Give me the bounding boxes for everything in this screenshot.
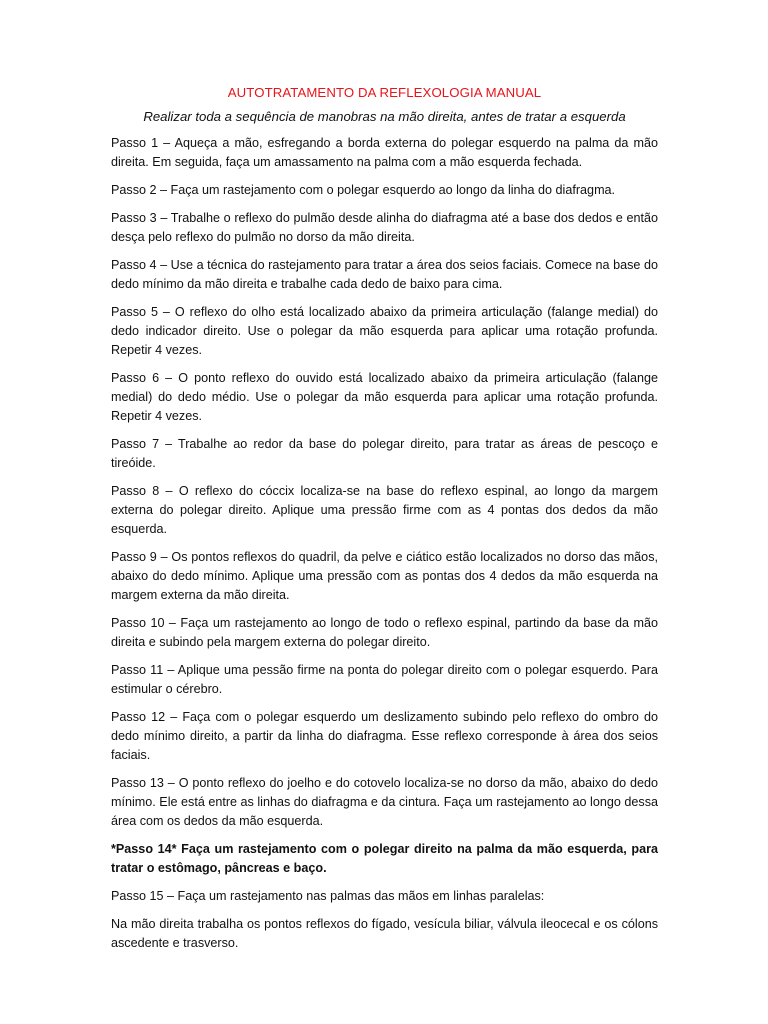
- step-7: Passo 7 – Trabalhe ao redor da base do polegar direito, para tratar as áreas de pescoço e tireóide.: [111, 437, 658, 470]
- step-14: *Passo 14* Faça um rastejamento com o polegar direito na palma da mão esquerda, para tratar o estômago, pâncreas e baço.: [111, 842, 658, 875]
- document-page: [111, 84, 658, 962]
- step-5: Passo 5 – O reflexo do olho está localizado abaixo da primeira articulação (falange medial) do dedo indicador direito. Use o polegar da mão esquerda para aplicar uma rotação profunda. Repetir 4 vezes.: [111, 305, 658, 357]
- step-15: Passo 15 – Faça um rastejamento nas palmas das mãos em linhas paralelas:: [111, 889, 545, 903]
- step-3: Passo 3 – Trabalhe o reflexo do pulmão desde alinha do diafragma até a base dos dedos e então desça pelo reflexo do pulmão no dorso da mão direita.: [111, 211, 658, 244]
- step-8: Passo 8 – O reflexo do cóccix localiza-se na base do reflexo espinal, ao longo da margem externa do polegar direito. Aplique uma pressão firme com as 4 pontas dos dedos da mão esquerda.: [111, 484, 658, 536]
- step-1: Passo 1 – Aqueça a mão, esfregando a borda externa do polegar esquerdo na palma da mão direita. Em seguida, faça um amassamento na palma com a mão esquerda fechada.: [111, 136, 658, 169]
- step-15-right-hand: Na mão direita trabalha os pontos reflexos do fígado, vesícula biliar, válvula ileocecal e os cólons ascedente e trasverso.: [111, 917, 658, 950]
- step-6: Passo 6 – O ponto reflexo do ouvido está localizado abaixo da primeira articulação (falange medial) do dedo médio. Use o polegar da mão esquerda para aplicar uma rotação profunda. Repetir 4 vezes.: [111, 371, 658, 423]
- step-13: Passo 13 – O ponto reflexo do joelho e do cotovelo localiza-se no dorso da mão, abaixo do dedo mínimo. Ele está entre as linhas do diafragma e da cintura. Faça um rastejamento ao longo dessa área com os dedos da mão esquerda.: [111, 776, 658, 828]
- step-10: Passo 10 – Faça um rastejamento ao longo de todo o reflexo espinal, partindo da base da mão direita e subindo pela margem externa do polegar direito.: [111, 616, 658, 649]
- document-subtitle: Realizar toda a sequência de manobras na mão direita, antes de tratar a esquerda: [143, 109, 626, 124]
- step-12: Passo 12 – Faça com o polegar esquerdo um deslizamento subindo pelo reflexo do ombro do dedo mínimo direito, a partir da linha do diafragma. Esse reflexo corresponde à área dos seios faciais.: [111, 710, 658, 762]
- step-2: Passo 2 – Faça um rastejamento com o polegar esquerdo ao longo da linha do diafragma.: [111, 183, 616, 197]
- step-4: Passo 4 – Use a técnica do rastejamento para tratar a área dos seios faciais. Comece na base do dedo mínimo da mão direita e trabalhe cada dedo de baixo para cima.: [111, 258, 658, 291]
- step-9: Passo 9 – Os pontos reflexos do quadril, da pelve e ciático estão localizados no dorso das mãos, abaixo do dedo mínimo. Aplique uma pressão com as pontas dos 4 dedos da mão esquerda na margem externa da mão direita.: [111, 550, 658, 602]
- step-11: Passo 11 – Aplique uma pessão firme na ponta do polegar direito com o polegar esquerdo. Para estimular o cérebro.: [111, 663, 658, 696]
- document-title: AUTOTRATAMENTO DA REFLEXOLOGIA MANUAL: [227, 85, 542, 100]
